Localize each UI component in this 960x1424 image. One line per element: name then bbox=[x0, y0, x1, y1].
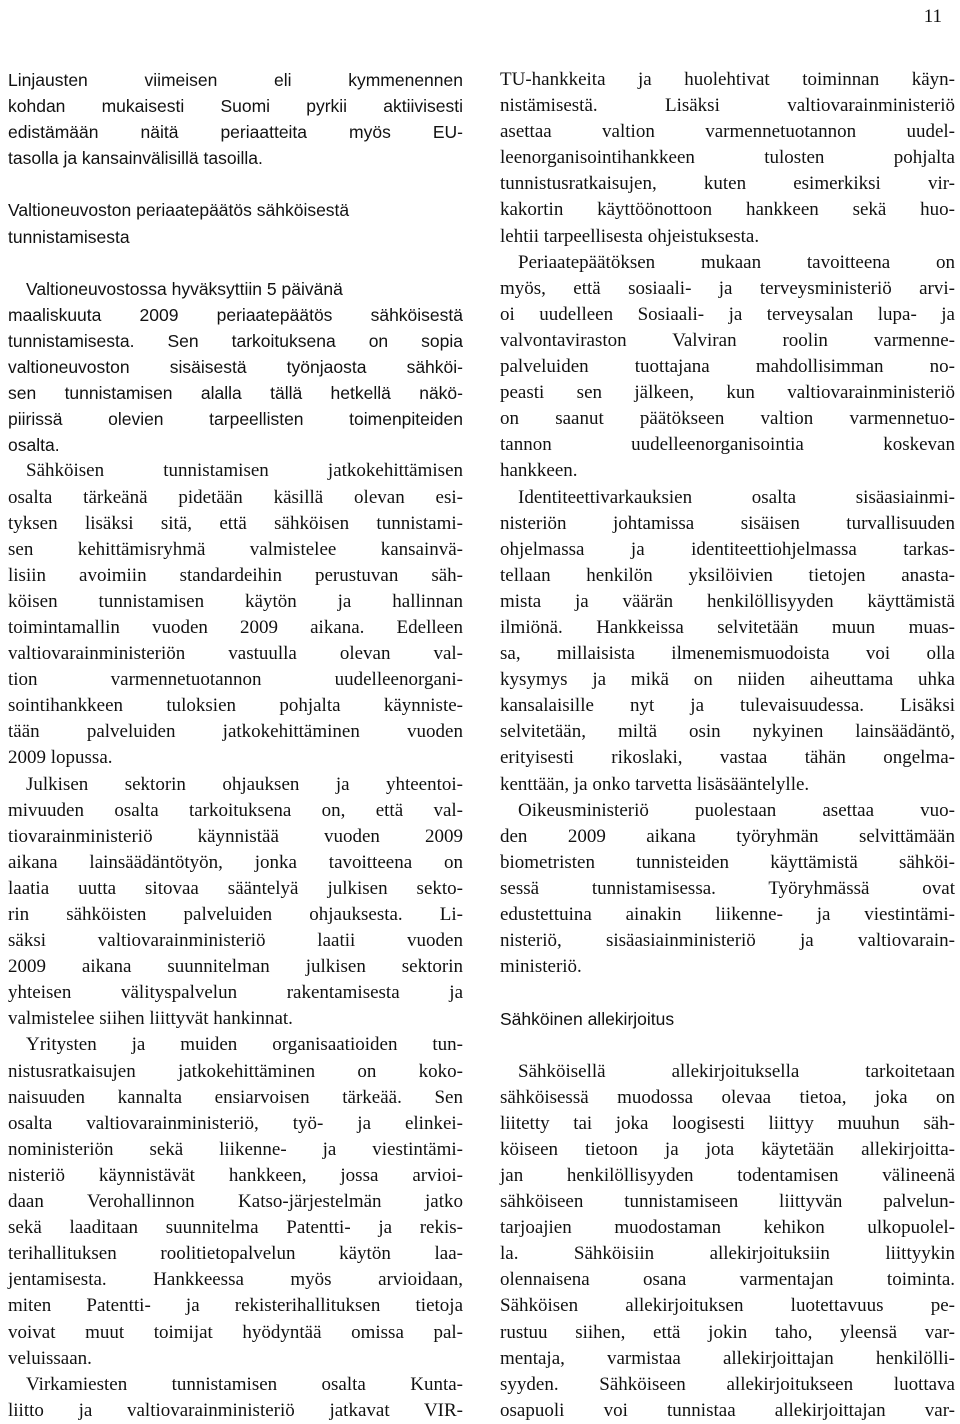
text-line: syyden. Sähköiseen allekirjoitukseen luottava bbox=[500, 1373, 955, 1395]
text-line: Julkisen sektorin ohjauksen ja yhteentoi- bbox=[26, 773, 463, 795]
text-line: jan henkilöllisyyden todentamisen välineenä bbox=[500, 1164, 955, 1186]
paragraph-gap bbox=[500, 1032, 955, 1058]
text-line: kysymys ja mikä on niiden aiheuttama uhka bbox=[500, 669, 955, 691]
text-line: mista ja väärän henkilöllisyyden käyttämistä bbox=[500, 590, 955, 612]
text-line: sähköiseen tunnistamiseen liittyvän palvelun- bbox=[500, 1191, 955, 1213]
text-line: rin sähköisten palveluiden ohjauksesta. Li- bbox=[8, 904, 463, 925]
text-line: hankkeen. bbox=[500, 460, 578, 482]
text-line: tään palveluiden jatkokehittäminen vuoden bbox=[8, 721, 463, 743]
text-line: erityisesti rikoslaki, vastaa tähän ongelma- bbox=[500, 747, 955, 769]
text-line: yhteisen välityspalvelun rakentamisesta ja bbox=[8, 982, 463, 1004]
page-number: 11 bbox=[923, 6, 942, 27]
text-line: Sähköinen allekirjoitus bbox=[500, 1009, 675, 1030]
text-line: mivuuden osalta tarkoituksena on, että val- bbox=[8, 799, 463, 821]
text-line: tannon uudelleenorganisointia koskevan bbox=[500, 434, 955, 456]
text-line: Yritysten ja muiden organisaatioiden tun- bbox=[26, 1034, 463, 1056]
text-line: liitto ja valtiovarainministeriö jatkavat VIR- bbox=[8, 1399, 463, 1421]
text-line: asettaa valtion varmennetuotannon uudel- bbox=[500, 121, 955, 143]
text-line: Linjausten viimeisen eli kymmenennen bbox=[8, 70, 463, 90]
text-line: sähköisessä muodossa olevaa tietoa, joka on bbox=[500, 1086, 955, 1108]
text-line: valmistelee siihen liittyvät hankinnat. bbox=[8, 1008, 293, 1030]
text-line: sessä tunnistamisessa. Työryhmässä ovat bbox=[500, 877, 955, 899]
text-line: jentamisesta. Hankkeessa myös arvioidaan, bbox=[8, 1269, 463, 1291]
text-line: tyksen lisäksi sitä, että sähköisen tunnistami- bbox=[8, 512, 463, 534]
text-line: veluissaan. bbox=[8, 1347, 92, 1369]
text-line: palveluiden tuottajana mahdollisimman no- bbox=[500, 356, 955, 378]
text-line: tunnistamisesta. Sen tarkoituksena on sopia bbox=[8, 330, 463, 351]
text-line: osalta. bbox=[8, 435, 60, 456]
text-line: Identiteettivarkauksien osalta sisäasiainmi- bbox=[518, 486, 955, 508]
text-line: den 2009 aikana työryhmän selvittämään bbox=[500, 825, 955, 847]
text-line: kenttään, ja onko tarvetta lisäsääntelylle. bbox=[500, 773, 810, 795]
text-line: valtioneuvoston sisäisestä työnjaosta sähköi- bbox=[8, 357, 463, 378]
text-line: osalta valtiovarainministeriö, työ- ja elinkei- bbox=[8, 1112, 463, 1134]
text-line: TU-hankkeita ja huolehtivat toiminnan käyn- bbox=[500, 69, 955, 90]
text-line: Periaatepäätöksen mukaan tavoitteena on bbox=[518, 251, 955, 273]
text-line: köiseen tietoon ja jota käytetään allekirjoitta- bbox=[500, 1138, 955, 1160]
text-line: tion varmennetuotannon uudelleenorgani- bbox=[8, 669, 463, 691]
paragraph-gap bbox=[8, 171, 463, 197]
text-line: mentaja, varmistaa allekirjoittajan henkilölli- bbox=[500, 1347, 955, 1369]
text-line: osapuoli voi tunnistaa allekirjoittajan var- bbox=[500, 1399, 955, 1421]
text-line: daan Verohallinnon Katso-järjestelmän jatko bbox=[8, 1191, 463, 1213]
text-line: valtiovarainministeriön vastuulla olevan val- bbox=[8, 643, 463, 665]
text-line: sen kehittämisryhmä valmistelee kansainvä- bbox=[8, 538, 463, 560]
text-line: 2009 lopussa. bbox=[8, 747, 113, 769]
text-line: 2009 aikana suunnitelman julkisen sektorin bbox=[8, 956, 463, 978]
text-line: nistusratkaisujen jatkokehittäminen on koko- bbox=[8, 1060, 463, 1082]
text-line: voivat muut toimijat hyödyntää omissa pal- bbox=[8, 1321, 463, 1343]
text-line: terihallituksen roolitietopalvelun käytön laa- bbox=[8, 1243, 463, 1265]
text-line: säksi valtiovarainministeriö laatii vuoden bbox=[8, 930, 463, 952]
text-line: la. Sähköisiin allekirjoituksiin liittyykin bbox=[500, 1243, 955, 1265]
text-line: maaliskuuta 2009 periaatepäätös sähköisestä bbox=[8, 304, 463, 325]
text-line: olennaisena osana varmentajan toiminta. bbox=[500, 1269, 955, 1291]
text-line: nisteriö, sisäasiainministeriö ja valtiovarain- bbox=[500, 930, 955, 952]
text-line: noministeriön sekä liikenne- ja viestintämi- bbox=[8, 1138, 463, 1160]
text-line: Valtioneuvostossa hyväksyttiin 5 päivänä bbox=[26, 278, 343, 299]
text-line: tunnistamisesta bbox=[8, 226, 130, 247]
text-line: leenorganisointihankkeen tulosten pohjalta bbox=[500, 147, 955, 169]
text-line: edistämään näitä periaatteita myös EU- bbox=[8, 122, 463, 143]
text-line: oi uudelleen Sosiaali- ja terveysalan lupa- ja bbox=[500, 303, 955, 325]
right-column bbox=[500, 67, 955, 1424]
text-line: Oikeusministeriö puolestaan asettaa vuo- bbox=[518, 799, 955, 821]
text-line: lehtii tarpeellisesta ohjeistuksesta. bbox=[500, 225, 760, 247]
text-line: nistämisestä. Lisäksi valtiovarainministeriö bbox=[500, 95, 955, 117]
text-line: piirissä olevien tarpeellisten toimenpiteiden bbox=[8, 409, 463, 430]
text-line: tiovarainministeriö käynnistää vuoden 2009 bbox=[8, 825, 463, 847]
text-line: miten Patentti- ja rekisterihallituksen tietoja bbox=[8, 1295, 463, 1317]
left-column bbox=[8, 67, 463, 1424]
text-line: tasolla ja kansainvälisillä tasoilla. bbox=[8, 148, 263, 169]
text-line: tarjoajien muodostaman kehikon ulkopuolel- bbox=[500, 1217, 955, 1239]
text-line: selvitetään, miltä osin nykyinen lainsäädäntö, bbox=[500, 721, 955, 743]
text-line: nisteriö käynnistävät hankkeen, jossa arvioi- bbox=[8, 1164, 463, 1186]
text-line: kakortin käyttöönottoon hankkeen sekä huo- bbox=[500, 199, 955, 221]
text-line: sa, millaisista ilmenemismuodoista voi olla bbox=[500, 643, 955, 665]
text-line: biometristen tunnisteiden käyttämistä sähköi- bbox=[500, 851, 955, 873]
text-line: on saanut päätökseen valtion varmennetuo- bbox=[500, 408, 955, 430]
text-line: ohjelmassa ja identiteettiohjelmassa tarkas- bbox=[500, 538, 955, 560]
text-line: laatia uutta sitovaa sääntelyä julkisen sekto- bbox=[8, 877, 463, 899]
text-line: sen tunnistamisen alalla tällä hetkellä näkö- bbox=[8, 383, 463, 404]
text-line: kohdan mukaisesti Suomi pyrkii aktiivisesti bbox=[8, 96, 463, 117]
text-line: sekä laaditaan suunnitelma Patentti- ja rekis- bbox=[8, 1217, 463, 1239]
text-line: toimintamallin vuoden 2009 aikana. Edelleen bbox=[8, 616, 463, 638]
text-line: Sähköisen tunnistamisen jatkokehittämisen bbox=[26, 460, 463, 482]
paragraph-gap bbox=[8, 250, 463, 276]
text-line: rustuu siihen, että jokin taho, yleensä var- bbox=[500, 1321, 955, 1343]
text-line: peasti sen jälkeen, kun valtiovarainministeriö bbox=[500, 382, 955, 404]
text-line: edustettuina ainakin liikenne- ja viestintämi- bbox=[500, 904, 955, 925]
text-line: Valtioneuvoston periaatepäätös sähköisestä bbox=[8, 200, 350, 221]
text-line: naisuuden kannalta ensiarvoisen tärkeää. Sen bbox=[8, 1086, 463, 1108]
text-line: tellaan henkilön yksilöivien tietojen anasta- bbox=[500, 564, 955, 586]
text-line: Sähköisen allekirjoituksen luotettavuus pe- bbox=[500, 1295, 955, 1317]
paragraph-gap bbox=[500, 980, 955, 1006]
text-line: nisteriön johtamissa sisäisen turvallisuuden bbox=[500, 512, 955, 534]
text-line: tunnistusratkaisujen, kuten esimerkiksi vir- bbox=[500, 173, 955, 195]
text-line: liitetty tai joka loogisesti liittyy muuhun säh- bbox=[500, 1112, 955, 1134]
text-line: valvontaviraston Valviran roolin varmenne- bbox=[500, 329, 955, 351]
text-line: osalta tärkeänä pidetään käsillä olevan esi- bbox=[8, 486, 463, 508]
text-line: kansalaisille nyt ja tulevaisuudessa. Lisäksi bbox=[500, 695, 955, 717]
text-line: ilmiönä. Hankkeissa selvitetään muun muas- bbox=[500, 616, 955, 638]
text-line: Virkamiesten tunnistamisen osalta Kunta- bbox=[26, 1373, 463, 1395]
text-line: ministeriö. bbox=[500, 956, 582, 978]
text-line: aikana lainsäädäntötyön, jonka tavoitteena on bbox=[8, 851, 463, 873]
text-line: myös, että sosiaali- ja terveysministeriö arvi- bbox=[500, 277, 955, 299]
text-line: sointihankkeen tuloksien pohjalta käynniste- bbox=[8, 695, 463, 717]
text-line: köisen tunnistamisen käytön ja hallinnan bbox=[8, 590, 463, 612]
text-line: lisiin avoimiin standardeihin perustuvan säh- bbox=[8, 564, 463, 586]
text-line: Sähköisellä allekirjoituksella tarkoitetaan bbox=[518, 1060, 955, 1082]
